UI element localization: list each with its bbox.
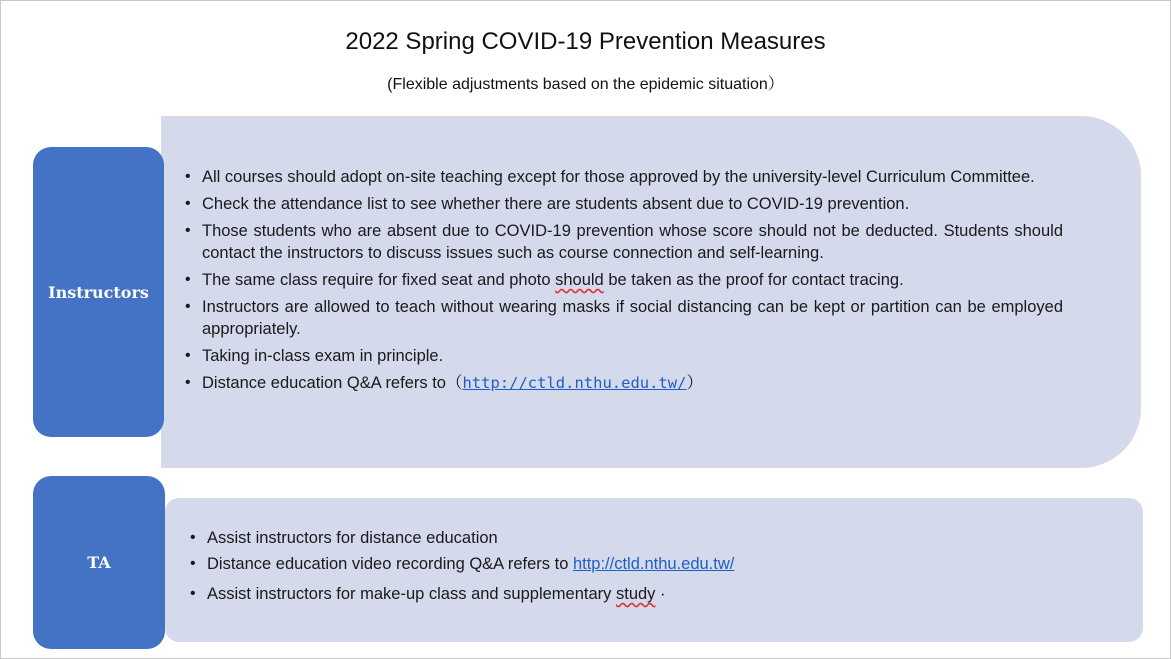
list-item: • Distance education Q&A refers to（http://ctld.nthu.edu.tw/） — [185, 372, 1063, 394]
list-item: • All courses should adopt on-site teaching except for those approved by the university-level Curriculum Committee. — [185, 166, 1063, 188]
spellcheck-word: study — [616, 585, 656, 603]
page-title: 2022 Spring COVID-19 Prevention Measures — [345, 28, 826, 55]
list-item: • Assist instructors for distance education — [190, 527, 1090, 549]
list-item: • Distance education video recording Q&A refers to http://ctld.nthu.edu.tw/ — [190, 553, 1090, 575]
list-item: • Assist instructors for make-up class and supplementary study · — [190, 583, 1090, 605]
instructors-label-box — [33, 147, 164, 437]
list-item: • Check the attendance list to see whether there are students absent due to COVID-19 prevention. — [185, 193, 1063, 215]
ta-list — [190, 527, 1090, 609]
instructors-list — [185, 166, 1063, 399]
list-item: • Those students who are absent due to COVID-19 prevention whose score should not be deducted. Students should contact the instructors to discuss issues such as course connection and self-learning. — [185, 220, 1063, 264]
list-item: • Taking in-class exam in principle. — [185, 345, 1063, 367]
ctld-link[interactable]: http://ctld.nthu.edu.tw/ — [462, 374, 687, 392]
instructors-label: Instructors — [48, 282, 149, 302]
page-subtitle: (Flexible adjustments based on the epidemic situation） — [387, 76, 784, 93]
ta-label-box — [33, 476, 165, 649]
list-item: • The same class require for fixed seat and photo should be taken as the proof for contact tracing. — [185, 269, 1063, 291]
ctld-link[interactable]: http://ctld.nthu.edu.tw/ — [572, 555, 735, 573]
ta-label: TA — [87, 553, 111, 572]
spellcheck-word: should — [555, 271, 604, 289]
list-item: • Instructors are allowed to teach without wearing masks if social distancing can be kept or partition can be employed appropriately. — [185, 296, 1063, 340]
